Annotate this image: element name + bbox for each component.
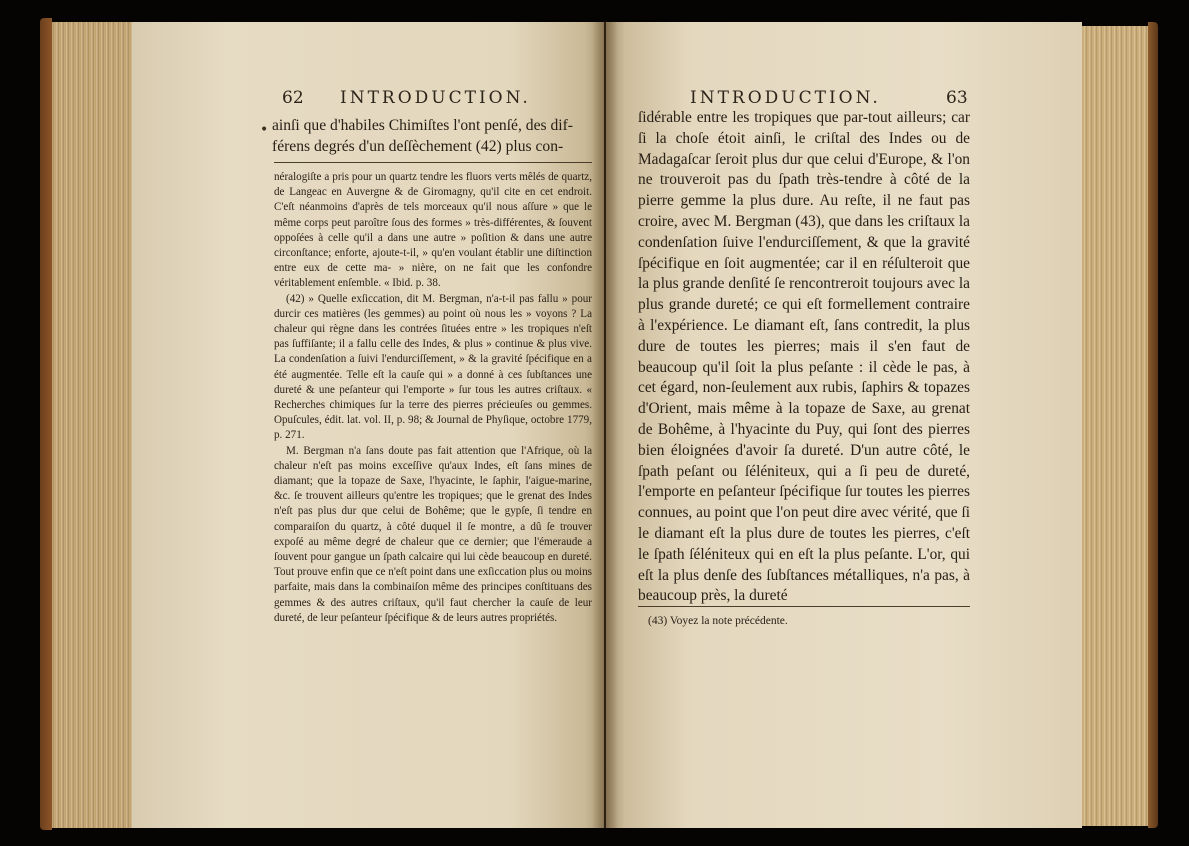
open-book (40, 18, 1158, 830)
left-page-edges (40, 22, 140, 828)
right-running-head: INTRODUCTION. (690, 88, 881, 108)
left-body-text (272, 116, 592, 157)
footnote-continued: néralogiſte a pris pour un quartz tendre les fluors verts mêlés de quartz, de Langeac en Auvergne & de Giromagny, qu'il cite en cet endroit. C'eſt néanmoins d'après de tels morceaux qu'il nous aſſure » que le même corps peut paroître ſous des formes » très-différentes, & ſouvent oppoſées à celle qu'il a dans une autre » poſition & dans une autre circonſtance; enforte, ajoute-t-il, » qu'en voulant établir une diſtinction entre eux de cette ma- » nière, on ne fait que les confondre véritablement enſemble. « Ibid. p. 38. (274, 171, 592, 290)
footnote-42-commentary: M. Bergman n'a ſans doute pas fait attention que l'Afrique, où la chaleur n'eſt pas moins exceſſive qu'aux Indes, eſt ſans mines de diamant; que la topaze de Saxe, l'hyacinte, le ſaphir, l'aigue-marine, &c. ſe trouvent ailleurs qu'entre les tropiques; que le grenat des Indes n'eſt pas plus dur que celui de Bohême; que le gypſe, ſi tendre en comparaiſon du quartz, à côté duquel il ſe montre, a dû ſe trouver expoſé au même degré de chaleur que ce dernier; que l'émeraude a ſouvent pour gangue un ſpath calcaire qui lui cède beaucoup en dureté. Tout prouve enfin que ce n'eſt point dans une exſiccation plus ou moins parfaite, mais dans la combinaiſon même des principes conſtituans des gemmes & des autres criſtaux, qu'il faut chercher la cauſe de leur dureté, de leur peſanteur ſpécifique & de leurs autres propriétés. (274, 444, 592, 624)
left-running-head: INTRODUCTION. (340, 88, 531, 108)
right-cover (1148, 22, 1158, 828)
left-page-number: 62 (282, 88, 304, 108)
book-gutter (592, 22, 618, 828)
footnote-43: (43) Voyez la note précédente. (648, 615, 788, 627)
left-cover (40, 18, 52, 830)
footnote-42: (42) » Quelle exſiccation, dit M. Bergman, n'a-t-il pas fallu » pour durcir ces matières (les gemmes) au point où nous les » voyons ? La chaleur qui règne dans les contrées ſituées entre » les tropiques n'eſt pas ſuffiſante; il a fallu celle des Indes, & plus » continue & plus vive. La condenſation a ſuivi l'endurciſſement, » & la gravité ſpécifique en a été augmentée. Telle eſt la cauſe qui » a donné à ces ſubſtances une dureté & une peſanteur qui l'emporte » ſur tous les autres criſtaux. « Recherches chimiques ſur la terre des pierres précieuſes ou gemmes. Opuſcules, édit. lat. vol. II, p. 98; & Journal de Phyſique, octobre 1779, p. 271. (274, 292, 592, 442)
right-page-number: 63 (946, 88, 968, 108)
margin-dot: • (260, 122, 269, 138)
right-footnote-rule (638, 606, 970, 607)
left-page (132, 22, 604, 828)
footnote-rule (274, 162, 592, 163)
left-body-line-1: ainſi que d'habiles Chimiſtes l'ont penſé, des dif- (272, 117, 573, 134)
right-body-text: ſidérable entre les tropiques que par-tout ailleurs; car ſi la choſe étoit ainſi, le criſtal des Indes ou de Madagaſcar ſeroit plus dur que celui d'Europe, & l'on ne trouveroit pas du ſpath très-tendre à côté de la pierre gemme la plus dure. Au reſte, il ne faut pas croire, avec M. Bergman (43), que dans les criſtaux la condenſation ſuive l'endurciſſement, & que la gravité ſpécifique en ſoit augmentée; car il en réſulteroit que la plus grande denſité ſe rencontreroit toujours avec la plus grande dureté; ce qui eſt formellement contraire à l'expérience. Le diamant eſt, ſans contredit, la plus dure de toutes les pierres; mais il s'en faut de beaucoup qu'il ſoit la plus peſante : il cède le pas, à cet égard, non-ſeulement aux rubis, ſaphirs & topazes d'Orient, mais même à la topaze de Saxe, au grenat de Bohême, à l'hyacinte du Puy, qui ſont des pierres bien éloignées d'avoir ſa dureté. D'un autre côté, le ſpath peſant ou ſéléniteux, qui a ſi peu de dureté, l'emporte en peſanteur ſpécifique ſur toutes les pierres connues, au point que l'on peut dire avec vérité, que ſi le diamant eſt la plus dure de toutes les pierres, c'eſt le ſpath ſéléniteux qui en eſt la plus peſante. L'or, qui eſt la plus denſe des ſubſtances métalliques, n'a pas, à beaucoup près, la dureté (638, 109, 970, 605)
right-page-edges (1078, 26, 1158, 826)
right-page (606, 22, 1082, 828)
left-footnotes (274, 170, 592, 626)
left-body-line-2: férens degrés d'un deſſèchement (42) plus con- (272, 137, 564, 155)
